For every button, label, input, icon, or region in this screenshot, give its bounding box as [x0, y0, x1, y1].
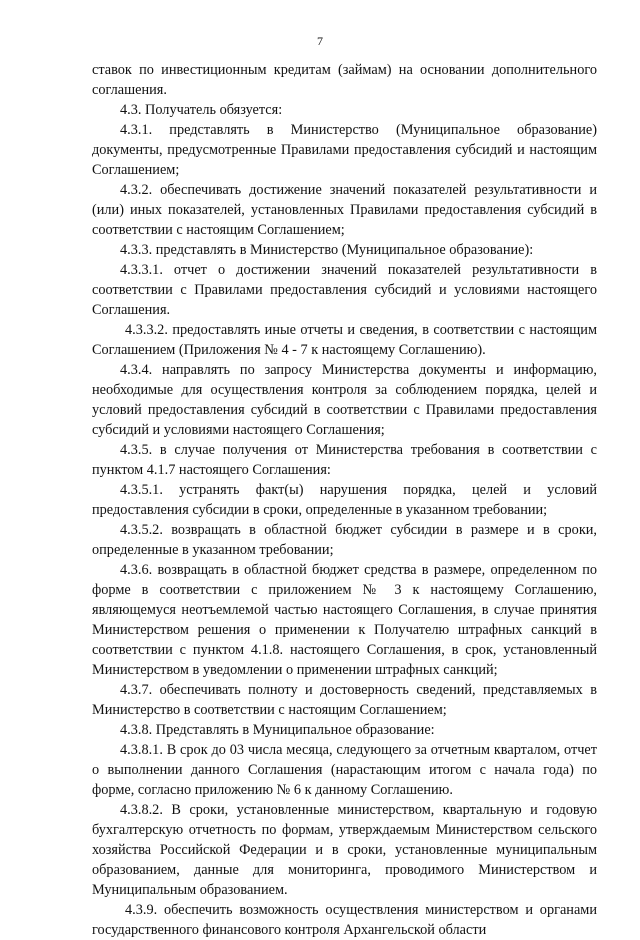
paragraph: 4.3.7. обеспечивать полноту и достоверность сведений, представляемых в Министерство в соответствии с настоящим Соглашением; — [92, 682, 597, 718]
paragraph: 4.3.3.2. предоставлять иные отчеты и сведения, в соответствии с настоящим Соглашением (Приложения № 4 - 7 к настоящему Соглашению). — [92, 322, 597, 358]
document-body — [92, 60, 597, 940]
paragraph: 4.3.8.2. В сроки, установленные министерством, квартальную и годовую бухгалтерскую отчетность по формам, утверждаемым Министерством сельского хозяйства Российской Федерации и в сроки, установленные муниципальным образованием, данные для мониторинга, проводимого Министерством и Муниципальным образованием. — [92, 802, 597, 898]
paragraph: 4.3.8.1. В срок до 03 числа месяца, следующего за отчетным кварталом, отчет о выполнении данного Соглашения (нарастающим итогом с начала года) по форме, согласно приложению № 6 к данному Соглашению. — [92, 742, 597, 798]
page-number: 7 — [317, 34, 323, 48]
paragraph: 4.3.6. возвращать в областной бюджет средства в размере, определенном по форме в соответствии с приложением № 3 к настоящему Соглашению, являющемуся неотъемлемой частью настоящего Соглашения, в случае принятия Министерством решения о применении к Получателю штрафных санкций в соответствии с пунктом 4.1.8. настоящего Соглашения, в срок, установленный Министерством в уведомлении о применении штрафных санкций; — [92, 562, 597, 678]
paragraph: 4.3.4. направлять по запросу Министерства документы и информацию, необходимые для осуществления контроля за соблюдением порядка, целей и условий предоставления субсидий в соответствии с Правилами предоставления субсидий и условиями настоящего Соглашения; — [92, 362, 597, 438]
paragraph: 4.3.8. Представлять в Муниципальное образование: — [120, 722, 435, 738]
paragraph: 4.3.2. обеспечивать достижение значений показателей результативности и (или) иных показателей, установленных Правилами предоставления субсидий в соответствии с настоящим Соглашением; — [92, 182, 597, 238]
paragraph: 4.3.5.2. возвращать в областной бюджет субсидии в размере и в сроки, определенные в указанном требовании; — [92, 522, 597, 558]
paragraph: 4.3.3. представлять в Министерство (Муниципальное образование): — [120, 242, 534, 258]
paragraph: 4.3.1. представлять в Министерство (Муниципальное образование) документы, предусмотренные Правилами предоставления субсидий и настоящим Соглашением; — [92, 122, 597, 178]
paragraph: 4.3.5.1. устранять факт(ы) нарушения порядка, целей и условий предоставления субсидии в сроки, определенные в указанном требовании; — [92, 482, 597, 518]
paragraph: 4.3.3.1. отчет о достижении значений показателей результативности в соответствии с Правилами предоставления субсидий и условиями настоящего Соглашения. — [92, 262, 597, 318]
paragraph: 4.3. Получатель обязуется: — [120, 102, 283, 118]
paragraph: ставок по инвестиционным кредитам (займам) на основании дополнительного соглашения. — [92, 62, 597, 98]
paragraph: 4.3.5. в случае получения от Министерства требования в соответствии с пунктом 4.1.7 настоящего Соглашения: — [92, 442, 597, 478]
paragraph: 4.3.9. обеспечить возможность осуществления министерством и органами государственного финансового контроля Архангельской области — [92, 902, 597, 938]
